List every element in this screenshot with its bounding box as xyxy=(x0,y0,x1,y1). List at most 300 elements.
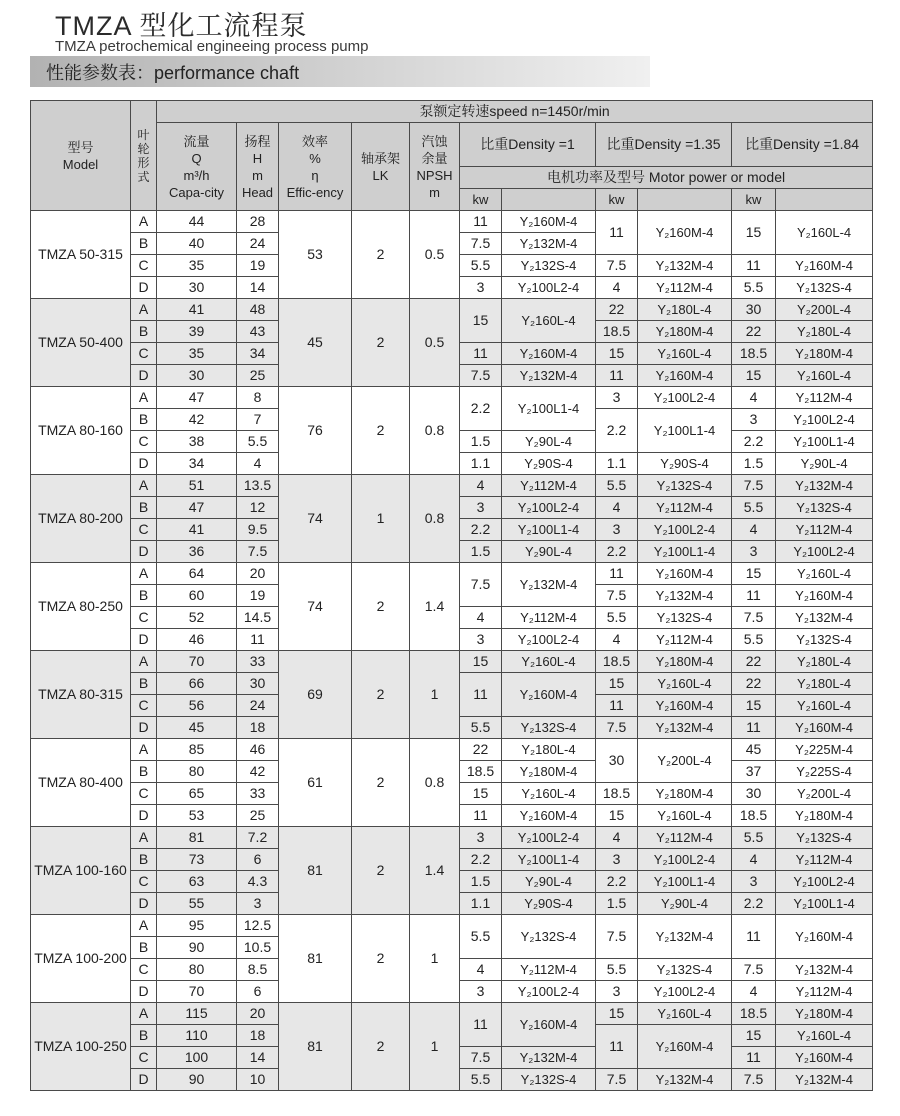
motor-cell: Y₂160L-4 xyxy=(638,805,732,827)
capacity-cell: 55 xyxy=(157,893,237,915)
kw-cell: 3 xyxy=(596,981,638,1003)
kw-cell: 18.5 xyxy=(732,805,776,827)
motor-cell: Y₂160M-4 xyxy=(502,1003,596,1047)
motor-cell: Y₂132M-4 xyxy=(776,475,873,497)
kw-cell: 7.5 xyxy=(596,585,638,607)
kw-cell: 30 xyxy=(596,739,638,783)
head-cell: 19 xyxy=(237,255,279,277)
head-cell: 12.5 xyxy=(237,915,279,937)
kw-cell: 7.5 xyxy=(732,475,776,497)
motor-cell: Y₂180L-4 xyxy=(638,299,732,321)
impeller-cell: B xyxy=(131,937,157,959)
motor-cell: Y₂100L1-4 xyxy=(638,409,732,453)
motor-cell: Y₂200L-4 xyxy=(638,739,732,783)
table-row xyxy=(31,211,873,233)
kw-cell: 2.2 xyxy=(596,409,638,453)
motor-cell: Y₂112M-4 xyxy=(776,849,873,871)
capacity-cell: 80 xyxy=(157,761,237,783)
efficiency-cell: 81 xyxy=(279,827,352,915)
head-cell: 13.5 xyxy=(237,475,279,497)
motor-cell: Y₂160M-4 xyxy=(638,365,732,387)
head-cell: 46 xyxy=(237,739,279,761)
head-cell: 7 xyxy=(237,409,279,431)
motor-cell: Y₂100L2-4 xyxy=(638,387,732,409)
head-cell: 33 xyxy=(237,783,279,805)
kw-cell: 15 xyxy=(596,673,638,695)
impeller-cell: A xyxy=(131,739,157,761)
motor-cell: Y₂132M-4 xyxy=(502,563,596,607)
section-label: 性能参数表：performance chaft xyxy=(30,56,650,87)
kw-cell: 7.5 xyxy=(460,563,502,607)
bearing-cell: 2 xyxy=(352,299,410,387)
density-header-0: 比重Density =1 xyxy=(460,123,596,167)
head-cell: 14 xyxy=(237,277,279,299)
npsh-cell: 1.4 xyxy=(410,563,460,651)
bearing-cell: 2 xyxy=(352,1003,410,1091)
impeller-cell: D xyxy=(131,365,157,387)
capacity-cell: 90 xyxy=(157,1069,237,1091)
kw-cell: 11 xyxy=(596,211,638,255)
kw-cell: 15 xyxy=(596,343,638,365)
kw-cell: 5.5 xyxy=(596,959,638,981)
kw-cell: 2.2 xyxy=(460,519,502,541)
model-cell: TMZA 80-250 xyxy=(31,563,131,651)
bearing-cell: 2 xyxy=(352,739,410,827)
impeller-cell: B xyxy=(131,497,157,519)
kw-cell: 4 xyxy=(460,475,502,497)
kw-cell: 11 xyxy=(460,673,502,717)
head-cell: 14.5 xyxy=(237,607,279,629)
kw-cell: 7.5 xyxy=(732,959,776,981)
density-header-2: 比重Density =1.84 xyxy=(732,123,873,167)
motor-cell: Y₂100L2-4 xyxy=(776,409,873,431)
kw-cell: 11 xyxy=(460,211,502,233)
impeller-cell: D xyxy=(131,277,157,299)
kw-cell: 15 xyxy=(460,651,502,673)
impeller-cell: B xyxy=(131,585,157,607)
capacity-cell: 60 xyxy=(157,585,237,607)
kw-cell: 3 xyxy=(460,497,502,519)
motor-cell: Y₂112M-4 xyxy=(776,387,873,409)
head-cell: 6 xyxy=(237,849,279,871)
capacity-cell: 80 xyxy=(157,959,237,981)
motor-cell: Y₂100L2-4 xyxy=(638,519,732,541)
kw-cell: 15 xyxy=(460,783,502,805)
head-cell: 9.5 xyxy=(237,519,279,541)
head-cell: 24 xyxy=(237,233,279,255)
impeller-cell: D xyxy=(131,805,157,827)
kw-cell: 1.5 xyxy=(460,431,502,453)
kw-cell: 11 xyxy=(596,1025,638,1069)
efficiency-cell: 76 xyxy=(279,387,352,475)
head-cell: 7.5 xyxy=(237,541,279,563)
kw-cell: 30 xyxy=(732,299,776,321)
motor-cell: Y₂132S-4 xyxy=(638,475,732,497)
capacity-cell: 30 xyxy=(157,365,237,387)
motor-cell: Y₂160M-4 xyxy=(638,1025,732,1069)
motor-cell: Y₂90S-4 xyxy=(502,893,596,915)
kw-cell: 3 xyxy=(732,871,776,893)
model-cell: TMZA 80-315 xyxy=(31,651,131,739)
table-row xyxy=(31,739,873,761)
kw-cell: 1.5 xyxy=(460,871,502,893)
motor-cell: Y₂132M-4 xyxy=(502,365,596,387)
bearing-cell: 2 xyxy=(352,211,410,299)
impeller-cell: C xyxy=(131,959,157,981)
capacity-cell: 46 xyxy=(157,629,237,651)
motor-cell: Y₂160L-4 xyxy=(638,673,732,695)
capacity-cell: 41 xyxy=(157,519,237,541)
kw-cell: 5.5 xyxy=(596,475,638,497)
motor-cell: Y₂180L-4 xyxy=(502,739,596,761)
kw-cell: 1.1 xyxy=(460,453,502,475)
capacity-cell: 73 xyxy=(157,849,237,871)
kw-cell: 4 xyxy=(732,519,776,541)
impeller-cell: A xyxy=(131,651,157,673)
motor-cell: Y₂132M-4 xyxy=(776,959,873,981)
head-cell: 25 xyxy=(237,365,279,387)
capacity-cell: 39 xyxy=(157,321,237,343)
kw-cell: 7.5 xyxy=(596,717,638,739)
motor-cell: Y₂112M-4 xyxy=(638,827,732,849)
head-cell: 10.5 xyxy=(237,937,279,959)
motor-cell: Y₂112M-4 xyxy=(502,475,596,497)
kw-cell: 11 xyxy=(732,1047,776,1069)
head-cell: 4 xyxy=(237,453,279,475)
head-cell: 20 xyxy=(237,563,279,585)
kw-cell: 11 xyxy=(596,695,638,717)
head-cell: 19 xyxy=(237,585,279,607)
capacity-cell: 45 xyxy=(157,717,237,739)
kw-cell: 2.2 xyxy=(460,387,502,431)
kw-cell: 18.5 xyxy=(732,343,776,365)
motor-cell: Y₂180M-4 xyxy=(776,805,873,827)
motor-cell: Y₂100L2-4 xyxy=(502,981,596,1003)
motor-cell: Y₂160L-4 xyxy=(502,783,596,805)
motor-cell: Y₂180L-4 xyxy=(776,321,873,343)
motor-model-header xyxy=(638,189,732,211)
head-cell: 48 xyxy=(237,299,279,321)
kw-cell: 11 xyxy=(732,255,776,277)
capacity-cell: 38 xyxy=(157,431,237,453)
head-cell: 10 xyxy=(237,1069,279,1091)
capacity-cell: 95 xyxy=(157,915,237,937)
kw-cell: 11 xyxy=(596,365,638,387)
kw-cell: 3 xyxy=(460,827,502,849)
motor-cell: Y₂100L2-4 xyxy=(638,981,732,1003)
motor-cell: Y₂132M-4 xyxy=(638,717,732,739)
impeller-cell: C xyxy=(131,1047,157,1069)
capacity-cell: 65 xyxy=(157,783,237,805)
speed-header: 泵额定转速speed n=1450r/min xyxy=(157,101,873,123)
head-cell: 28 xyxy=(237,211,279,233)
impeller-cell: C xyxy=(131,783,157,805)
motor-model-header xyxy=(502,189,596,211)
impeller-cell: C xyxy=(131,519,157,541)
col-header-efficiency: 效率 % η Effic-ency xyxy=(279,123,352,211)
model-cell: TMZA 100-200 xyxy=(31,915,131,1003)
kw-cell: 15 xyxy=(732,1025,776,1047)
kw-cell: 5.5 xyxy=(732,277,776,299)
motor-cell: Y₂132S-4 xyxy=(638,607,732,629)
model-cell: TMZA 80-200 xyxy=(31,475,131,563)
capacity-cell: 90 xyxy=(157,937,237,959)
kw-header: kw xyxy=(460,189,502,211)
capacity-cell: 42 xyxy=(157,409,237,431)
efficiency-cell: 45 xyxy=(279,299,352,387)
motor-cell: Y₂132M-4 xyxy=(638,585,732,607)
kw-cell: 11 xyxy=(596,563,638,585)
npsh-cell: 1 xyxy=(410,651,460,739)
capacity-cell: 36 xyxy=(157,541,237,563)
kw-cell: 4 xyxy=(460,607,502,629)
impeller-cell: C xyxy=(131,343,157,365)
kw-cell: 11 xyxy=(460,805,502,827)
kw-cell: 15 xyxy=(596,1003,638,1025)
table-row xyxy=(31,1003,873,1025)
impeller-cell: A xyxy=(131,299,157,321)
head-cell: 11 xyxy=(237,629,279,651)
kw-cell: 18.5 xyxy=(596,651,638,673)
kw-cell: 7.5 xyxy=(732,607,776,629)
npsh-cell: 0.8 xyxy=(410,475,460,563)
col-header-impeller: 叶 轮 形 式 xyxy=(131,101,157,211)
efficiency-cell: 74 xyxy=(279,563,352,651)
motor-cell: Y₂100L2-4 xyxy=(502,277,596,299)
motor-cell: Y₂180M-4 xyxy=(638,783,732,805)
capacity-cell: 44 xyxy=(157,211,237,233)
kw-cell: 15 xyxy=(732,211,776,255)
capacity-cell: 35 xyxy=(157,343,237,365)
motor-cell: Y₂132S-4 xyxy=(776,629,873,651)
kw-cell: 1.5 xyxy=(596,893,638,915)
bearing-cell: 1 xyxy=(352,475,410,563)
impeller-cell: B xyxy=(131,761,157,783)
motor-cell: Y₂160L-4 xyxy=(776,1025,873,1047)
capacity-cell: 51 xyxy=(157,475,237,497)
motor-cell: Y₂180M-4 xyxy=(502,761,596,783)
head-cell: 24 xyxy=(237,695,279,717)
efficiency-cell: 81 xyxy=(279,915,352,1003)
kw-cell: 30 xyxy=(732,783,776,805)
npsh-cell: 1 xyxy=(410,915,460,1003)
motor-cell: Y₂132M-4 xyxy=(776,1069,873,1091)
motor-cell: Y₂160M-4 xyxy=(502,805,596,827)
kw-cell: 5.5 xyxy=(732,497,776,519)
motor-cell: Y₂90L-4 xyxy=(638,893,732,915)
kw-cell: 4 xyxy=(732,981,776,1003)
motor-cell: Y₂160L-4 xyxy=(776,211,873,255)
impeller-cell: A xyxy=(131,475,157,497)
capacity-cell: 47 xyxy=(157,497,237,519)
kw-cell: 1.5 xyxy=(460,541,502,563)
head-cell: 3 xyxy=(237,893,279,915)
kw-cell: 7.5 xyxy=(596,255,638,277)
motor-cell: Y₂90S-4 xyxy=(638,453,732,475)
motor-cell: Y₂160L-4 xyxy=(502,651,596,673)
impeller-cell: A xyxy=(131,211,157,233)
capacity-cell: 66 xyxy=(157,673,237,695)
head-cell: 8 xyxy=(237,387,279,409)
impeller-cell: C xyxy=(131,255,157,277)
performance-table xyxy=(30,100,873,1091)
kw-cell: 15 xyxy=(732,695,776,717)
impeller-cell: A xyxy=(131,915,157,937)
kw-cell: 18.5 xyxy=(732,1003,776,1025)
model-cell: TMZA 80-400 xyxy=(31,739,131,827)
head-cell: 25 xyxy=(237,805,279,827)
head-cell: 43 xyxy=(237,321,279,343)
kw-cell: 15 xyxy=(596,805,638,827)
kw-cell: 4 xyxy=(460,959,502,981)
kw-cell: 4 xyxy=(596,497,638,519)
motor-cell: Y₂112M-4 xyxy=(776,981,873,1003)
kw-cell: 22 xyxy=(460,739,502,761)
impeller-cell: D xyxy=(131,629,157,651)
npsh-cell: 1 xyxy=(410,1003,460,1091)
capacity-cell: 40 xyxy=(157,233,237,255)
kw-cell: 5.5 xyxy=(596,607,638,629)
capacity-cell: 100 xyxy=(157,1047,237,1069)
kw-header: kw xyxy=(732,189,776,211)
motor-cell: Y₂160M-4 xyxy=(776,717,873,739)
motor-cell: Y₂160M-4 xyxy=(776,585,873,607)
motor-cell: Y₂200L-4 xyxy=(776,299,873,321)
kw-cell: 5.5 xyxy=(460,915,502,959)
motor-cell: Y₂200L-4 xyxy=(776,783,873,805)
kw-cell: 3 xyxy=(732,409,776,431)
motor-cell: Y₂160M-4 xyxy=(638,211,732,255)
kw-cell: 5.5 xyxy=(732,827,776,849)
kw-cell: 18.5 xyxy=(460,761,502,783)
motor-cell: Y₂132M-4 xyxy=(638,1069,732,1091)
motor-cell: Y₂100L2-4 xyxy=(638,849,732,871)
kw-cell: 5.5 xyxy=(460,255,502,277)
motor-cell: Y₂132M-4 xyxy=(502,1047,596,1069)
kw-cell: 3 xyxy=(596,849,638,871)
motor-cell: Y₂100L1-4 xyxy=(638,541,732,563)
model-cell: TMZA 100-250 xyxy=(31,1003,131,1091)
motor-cell: Y₂100L2-4 xyxy=(502,497,596,519)
kw-cell: 4 xyxy=(596,827,638,849)
kw-cell: 2.2 xyxy=(732,431,776,453)
motor-cell: Y₂90L-4 xyxy=(502,871,596,893)
motor-power-header: 电机功率及型号 Motor power or model xyxy=(460,167,873,189)
motor-cell: Y₂100L1-4 xyxy=(776,893,873,915)
motor-cell: Y₂132S-4 xyxy=(776,277,873,299)
kw-cell: 11 xyxy=(460,343,502,365)
capacity-cell: 70 xyxy=(157,651,237,673)
page-title: TMZA 型化工流程泵 xyxy=(55,11,308,41)
capacity-cell: 70 xyxy=(157,981,237,1003)
kw-cell: 7.5 xyxy=(596,915,638,959)
motor-cell: Y₂160L-4 xyxy=(776,563,873,585)
motor-cell: Y₂132S-4 xyxy=(776,497,873,519)
capacity-cell: 30 xyxy=(157,277,237,299)
capacity-cell: 47 xyxy=(157,387,237,409)
capacity-cell: 56 xyxy=(157,695,237,717)
kw-cell: 3 xyxy=(460,981,502,1003)
npsh-cell: 0.8 xyxy=(410,387,460,475)
kw-cell: 15 xyxy=(732,563,776,585)
motor-cell: Y₂90L-4 xyxy=(502,431,596,453)
motor-cell: Y₂100L2-4 xyxy=(776,541,873,563)
impeller-cell: B xyxy=(131,1025,157,1047)
kw-cell: 11 xyxy=(732,585,776,607)
bearing-cell: 2 xyxy=(352,651,410,739)
model-cell: TMZA 50-315 xyxy=(31,211,131,299)
kw-cell: 3 xyxy=(596,387,638,409)
kw-cell: 37 xyxy=(732,761,776,783)
model-cell: TMZA 80-160 xyxy=(31,387,131,475)
kw-cell: 5.5 xyxy=(460,1069,502,1091)
kw-cell: 3 xyxy=(460,277,502,299)
motor-cell: Y₂160L-4 xyxy=(638,1003,732,1025)
model-cell: TMZA 100-160 xyxy=(31,827,131,915)
motor-cell: Y₂132M-4 xyxy=(776,607,873,629)
impeller-cell: B xyxy=(131,321,157,343)
motor-cell: Y₂100L1-4 xyxy=(776,431,873,453)
head-cell: 7.2 xyxy=(237,827,279,849)
kw-cell: 1.1 xyxy=(596,453,638,475)
motor-cell: Y₂100L2-4 xyxy=(502,827,596,849)
motor-cell: Y₂160M-4 xyxy=(502,673,596,717)
kw-cell: 18.5 xyxy=(596,783,638,805)
impeller-cell: D xyxy=(131,541,157,563)
kw-cell: 22 xyxy=(732,673,776,695)
kw-cell: 15 xyxy=(460,299,502,343)
kw-cell: 4 xyxy=(596,277,638,299)
motor-cell: Y₂100L1-4 xyxy=(502,519,596,541)
motor-cell: Y₂180M-4 xyxy=(638,321,732,343)
head-cell: 33 xyxy=(237,651,279,673)
kw-cell: 1.5 xyxy=(732,453,776,475)
kw-cell: 4 xyxy=(596,629,638,651)
motor-cell: Y₂160M-4 xyxy=(776,915,873,959)
head-cell: 34 xyxy=(237,343,279,365)
motor-cell: Y₂132S-4 xyxy=(502,915,596,959)
head-cell: 20 xyxy=(237,1003,279,1025)
capacity-cell: 63 xyxy=(157,871,237,893)
motor-cell: Y₂160M-4 xyxy=(776,1047,873,1069)
header-row xyxy=(31,123,873,167)
motor-cell: Y₂90S-4 xyxy=(502,453,596,475)
motor-cell: Y₂100L1-4 xyxy=(502,849,596,871)
motor-cell: Y₂112M-4 xyxy=(502,959,596,981)
impeller-cell: D xyxy=(131,893,157,915)
impeller-cell: D xyxy=(131,717,157,739)
motor-cell: Y₂180L-4 xyxy=(776,651,873,673)
motor-cell: Y₂112M-4 xyxy=(638,497,732,519)
motor-cell: Y₂160L-4 xyxy=(776,365,873,387)
motor-cell: Y₂112M-4 xyxy=(638,629,732,651)
bearing-cell: 2 xyxy=(352,563,410,651)
table-row xyxy=(31,299,873,321)
impeller-cell: B xyxy=(131,409,157,431)
impeller-cell: B xyxy=(131,233,157,255)
table-row xyxy=(31,827,873,849)
kw-cell: 3 xyxy=(732,541,776,563)
efficiency-cell: 81 xyxy=(279,1003,352,1091)
kw-cell: 4 xyxy=(732,849,776,871)
kw-cell: 22 xyxy=(596,299,638,321)
efficiency-cell: 61 xyxy=(279,739,352,827)
motor-cell: Y₂112M-4 xyxy=(502,607,596,629)
motor-cell: Y₂132S-4 xyxy=(502,255,596,277)
capacity-cell: 110 xyxy=(157,1025,237,1047)
impeller-cell: A xyxy=(131,827,157,849)
motor-cell: Y₂132S-4 xyxy=(502,1069,596,1091)
